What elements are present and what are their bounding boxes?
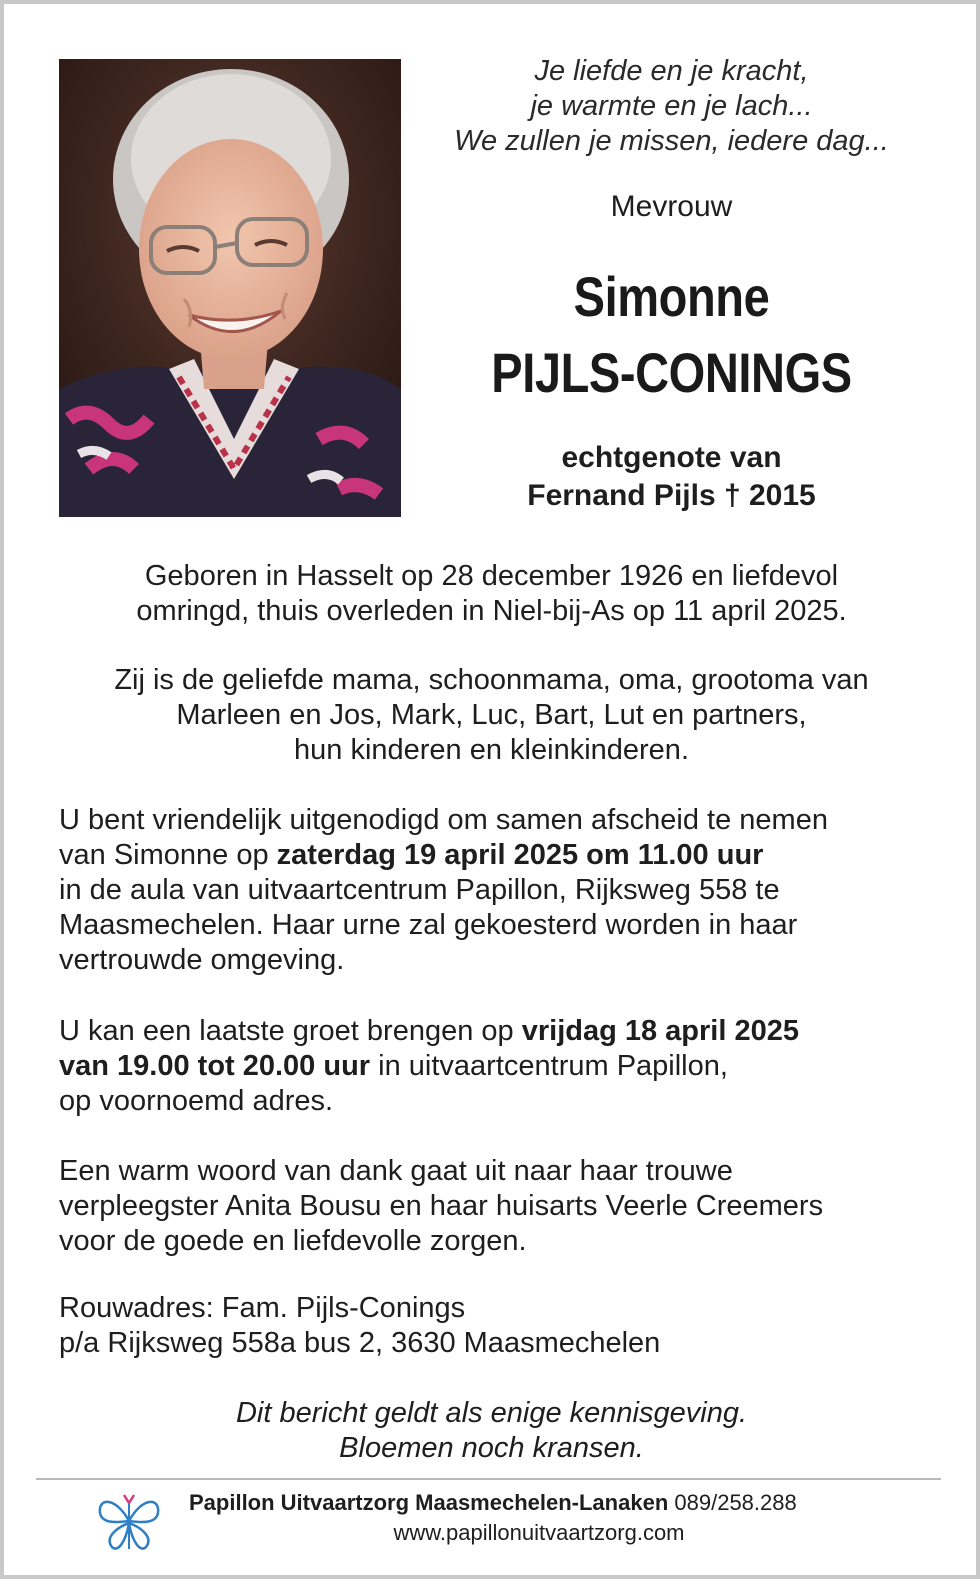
deceased-name (464, 259, 880, 411)
paragraph-text: in uitvaartcentrum Papillon, (370, 1050, 728, 1082)
paragraph-line: Een warm woord van dank gaat uit naar haar trouwe (59, 1155, 733, 1187)
paragraph-line: U bent vriendelijk uitgenodigd om samen afscheid te nemen (59, 804, 828, 836)
poem-line: je warmte en je lach... (530, 90, 813, 122)
salutation: Mevrouw (610, 190, 733, 223)
closing-line: Bloemen noch kransen. (339, 1432, 644, 1464)
paragraph-line (59, 1049, 939, 1084)
ceremony-datetime: zaterdag 19 april 2025 om 11.00 uur (276, 839, 764, 871)
visitation-time: van 19.00 tot 20.00 uur (59, 1050, 371, 1082)
funeral-home-name: Papillon Uitvaartzorg Maasmechelen-Lanaken (189, 1490, 669, 1515)
paragraph-line: Geboren in Hasselt op 28 december 1926 en liefdevol (144, 560, 839, 592)
memorial-poem (424, 54, 919, 159)
funeral-home-info (189, 1489, 949, 1517)
paragraph-line: in de aula van uitvaartcentrum Papillon, Rijksweg 558 te (59, 874, 780, 906)
paragraph-line: Marleen en Jos, Mark, Luc, Bart, Lut en partners, (176, 699, 807, 731)
paragraph-line: verpleegster Anita Bousu en haar huisarts Veerle Creemers (59, 1190, 824, 1222)
spouse-name: Fernand Pijls † 2015 (527, 479, 816, 512)
paragraph-line: Maasmechelen. Haar urne zal gekoesterd worden in haar (59, 909, 798, 941)
first-name: Simonne (573, 265, 770, 328)
closing-line: Dit bericht geldt als enige kennisgeving. (235, 1397, 748, 1429)
paragraph-line: vertrouwde omgeving. (59, 944, 345, 976)
spouse-info (424, 439, 919, 515)
thanks-paragraph (59, 1154, 939, 1259)
poem-line: Je liefde en je kracht, (534, 55, 809, 87)
birth-paragraph (44, 559, 939, 629)
mourning-address (59, 1291, 939, 1361)
closing-note (44, 1396, 939, 1466)
paragraph-line (59, 1014, 939, 1049)
address-line: p/a Rijksweg 558a bus 2, 3630 Maasmechelen (59, 1327, 661, 1359)
visitation-paragraph (59, 1014, 939, 1119)
paragraph-text: van Simonne op (59, 839, 277, 871)
farewell-paragraph (59, 803, 939, 978)
paragraph-line (59, 838, 939, 873)
family-paragraph (44, 663, 939, 768)
funeral-home-website[interactable]: www.papillonuitvaartzorg.com (393, 1520, 685, 1545)
portrait-photo (59, 59, 401, 517)
poem-line: We zullen je missen, iedere dag... (454, 125, 889, 157)
paragraph-line: Zij is de geliefde mama, schoonmama, oma, grootoma van (114, 664, 869, 696)
paragraph-text: U kan een laatste groet brengen op (59, 1015, 522, 1047)
last-name: PIJLS-CONINGS (491, 341, 852, 404)
funeral-home-phone[interactable]: 089/258.288 (674, 1490, 797, 1515)
footer-divider (36, 1478, 941, 1480)
paragraph-line: op voornoemd adres. (59, 1085, 334, 1117)
address-line: Rouwadres: Fam. Pijls-Conings (59, 1292, 466, 1324)
butterfly-logo-icon (96, 1491, 162, 1553)
visitation-date: vrijdag 18 april 2025 (521, 1015, 799, 1047)
paragraph-line: omringd, thuis overleden in Niel-bij-As op 11 april 2025. (136, 595, 847, 627)
paragraph-line: voor de goede en liefdevolle zorgen. (59, 1225, 527, 1257)
paragraph-line: hun kinderen en kleinkinderen. (294, 734, 689, 766)
spouse-relation: echtgenote van (561, 441, 782, 474)
